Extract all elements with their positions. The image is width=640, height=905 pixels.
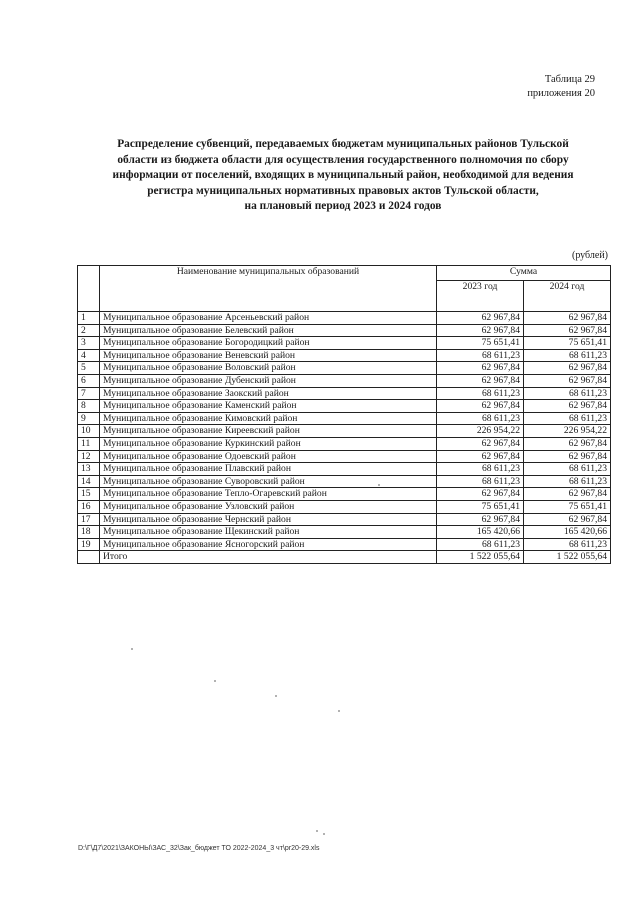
municipality-name: Муниципальное образование Плавский район [100,463,437,476]
row-number: 19 [78,538,100,551]
amount-2023: 68 611,23 [437,538,524,551]
total-number-cell [78,551,100,564]
table-number: Таблица 29 [544,74,595,85]
subsidy-table [77,265,611,564]
table-row [78,362,611,375]
municipality-name: Муниципальное образование Тепло-Огаревский район [100,488,437,501]
header-name: Наименование муниципальных образований [100,266,437,312]
row-number: 17 [78,513,100,526]
title-line: на плановый период 2023 и 2024 годов [244,200,442,212]
municipality-name: Муниципальное образование Щекинский район [100,526,437,539]
municipality-name: Муниципальное образование Арсеньевский район [100,312,437,325]
amount-2023: 75 651,41 [437,500,524,513]
amount-2023: 68 611,23 [437,475,524,488]
municipality-name: Муниципальное образование Белевский район [100,324,437,337]
amount-2023: 62 967,84 [437,312,524,325]
table-row [78,349,611,362]
amount-2024: 68 611,23 [524,349,611,362]
total-2024: 1 522 055,64 [524,551,611,564]
amount-2024: 62 967,84 [524,400,611,413]
title-line: области из бюджета области для осуществления государственного полномочия по сбору [117,153,569,166]
amount-2023: 68 611,23 [437,349,524,362]
table-row [78,412,611,425]
total-row [78,551,611,564]
amount-2024: 62 967,84 [524,437,611,450]
table-reference [480,73,595,101]
amount-2023: 68 611,23 [437,412,524,425]
municipality-name: Муниципальное образование Узловский район [100,500,437,513]
file-path-footer: D:\Г\Д7\2021\ЗАКОНЫ\ЗАС_32\Зак_бюджет ТО 2022-2024_3 чт\pr20-29.xls [78,845,320,852]
table-row [78,500,611,513]
table-row [78,475,611,488]
municipality-name: Муниципальное образование Веневский район [100,349,437,362]
amount-2024: 62 967,84 [524,450,611,463]
amount-2024: 62 967,84 [524,513,611,526]
amount-2024: 68 611,23 [524,538,611,551]
amount-2024: 62 967,84 [524,312,611,325]
row-number: 8 [78,400,100,413]
row-number: 2 [78,324,100,337]
municipality-name: Муниципальное образование Дубенский район [100,374,437,387]
row-number: 5 [78,362,100,375]
municipality-name: Муниципальное образование Суворовский район [100,475,437,488]
title-line: Распределение субвенций, передаваемых бюджетам муниципальных районов Тульской [117,138,569,150]
table-row [78,337,611,350]
row-number: 6 [78,374,100,387]
header-2023: 2023 год [437,281,524,312]
table-row [78,387,611,400]
table-row [78,400,611,413]
row-number: 16 [78,500,100,513]
amount-2024: 68 611,23 [524,412,611,425]
municipality-name: Муниципальное образование Киреевский район [100,425,437,438]
header-number [78,266,100,312]
table-row [78,437,611,450]
table-row [78,425,611,438]
amount-2023: 62 967,84 [437,450,524,463]
table-row [78,488,611,501]
units-label: (рублей) [571,250,608,261]
amount-2023: 68 611,23 [437,463,524,476]
row-number: 12 [78,450,100,463]
amount-2023: 62 967,84 [437,488,524,501]
row-number: 13 [78,463,100,476]
amount-2024: 62 967,84 [524,488,611,501]
row-number: 10 [78,425,100,438]
row-number: 11 [78,437,100,450]
appendix-reference: приложения 20 [527,88,595,99]
amount-2024: 68 611,23 [524,387,611,400]
amount-2024: 75 651,41 [524,337,611,350]
row-number: 4 [78,349,100,362]
municipality-name: Муниципальное образование Ясногорский район [100,538,437,551]
amount-2023: 62 967,84 [437,437,524,450]
title-line: регистра муниципальных нормативных правовых актов Тульской области, [147,184,539,197]
municipality-name: Муниципальное образование Куркинский район [100,437,437,450]
table-row [78,513,611,526]
municipality-name: Муниципальное образование Заокский район [100,387,437,400]
document-title [78,137,608,215]
municipality-name: Муниципальное образование Чернский район [100,513,437,526]
amount-2024: 75 651,41 [524,500,611,513]
table-row [78,463,611,476]
amount-2024: 226 954,22 [524,425,611,438]
row-number: 14 [78,475,100,488]
amount-2023: 75 651,41 [437,337,524,350]
row-number: 1 [78,312,100,325]
row-number: 7 [78,387,100,400]
municipality-name: Муниципальное образование Кимовский район [100,412,437,425]
amount-2024: 62 967,84 [524,362,611,375]
municipality-name: Муниципальное образование Каменский район [100,400,437,413]
row-number: 9 [78,412,100,425]
municipality-name: Муниципальное образование Одоевский район [100,450,437,463]
table-row [78,312,611,325]
total-2023: 1 522 055,64 [437,551,524,564]
table-row [78,526,611,539]
row-number: 18 [78,526,100,539]
amount-2023: 62 967,84 [437,374,524,387]
table-row [78,324,611,337]
amount-2023: 165 420,66 [437,526,524,539]
amount-2023: 62 967,84 [437,362,524,375]
amount-2024: 62 967,84 [524,324,611,337]
table-row [78,538,611,551]
table-row [78,374,611,387]
amount-2024: 68 611,23 [524,475,611,488]
amount-2024: 165 420,66 [524,526,611,539]
row-number: 3 [78,337,100,350]
header-sum: Сумма [437,266,611,281]
amount-2023: 68 611,23 [437,387,524,400]
row-number: 15 [78,488,100,501]
amount-2024: 62 967,84 [524,374,611,387]
table-row [78,450,611,463]
municipality-name: Муниципальное образование Воловский район [100,362,437,375]
amount-2023: 62 967,84 [437,513,524,526]
amount-2024: 68 611,23 [524,463,611,476]
amount-2023: 226 954,22 [437,425,524,438]
amount-2023: 62 967,84 [437,324,524,337]
total-label: Итого [100,551,437,564]
title-line: информации от поселений, входящих в муниципальный район, необходимой для ведения [112,169,574,181]
amount-2023: 62 967,84 [437,400,524,413]
header-2024: 2024 год [524,281,611,312]
municipality-name: Муниципальное образование Богородицкий район [100,337,437,350]
